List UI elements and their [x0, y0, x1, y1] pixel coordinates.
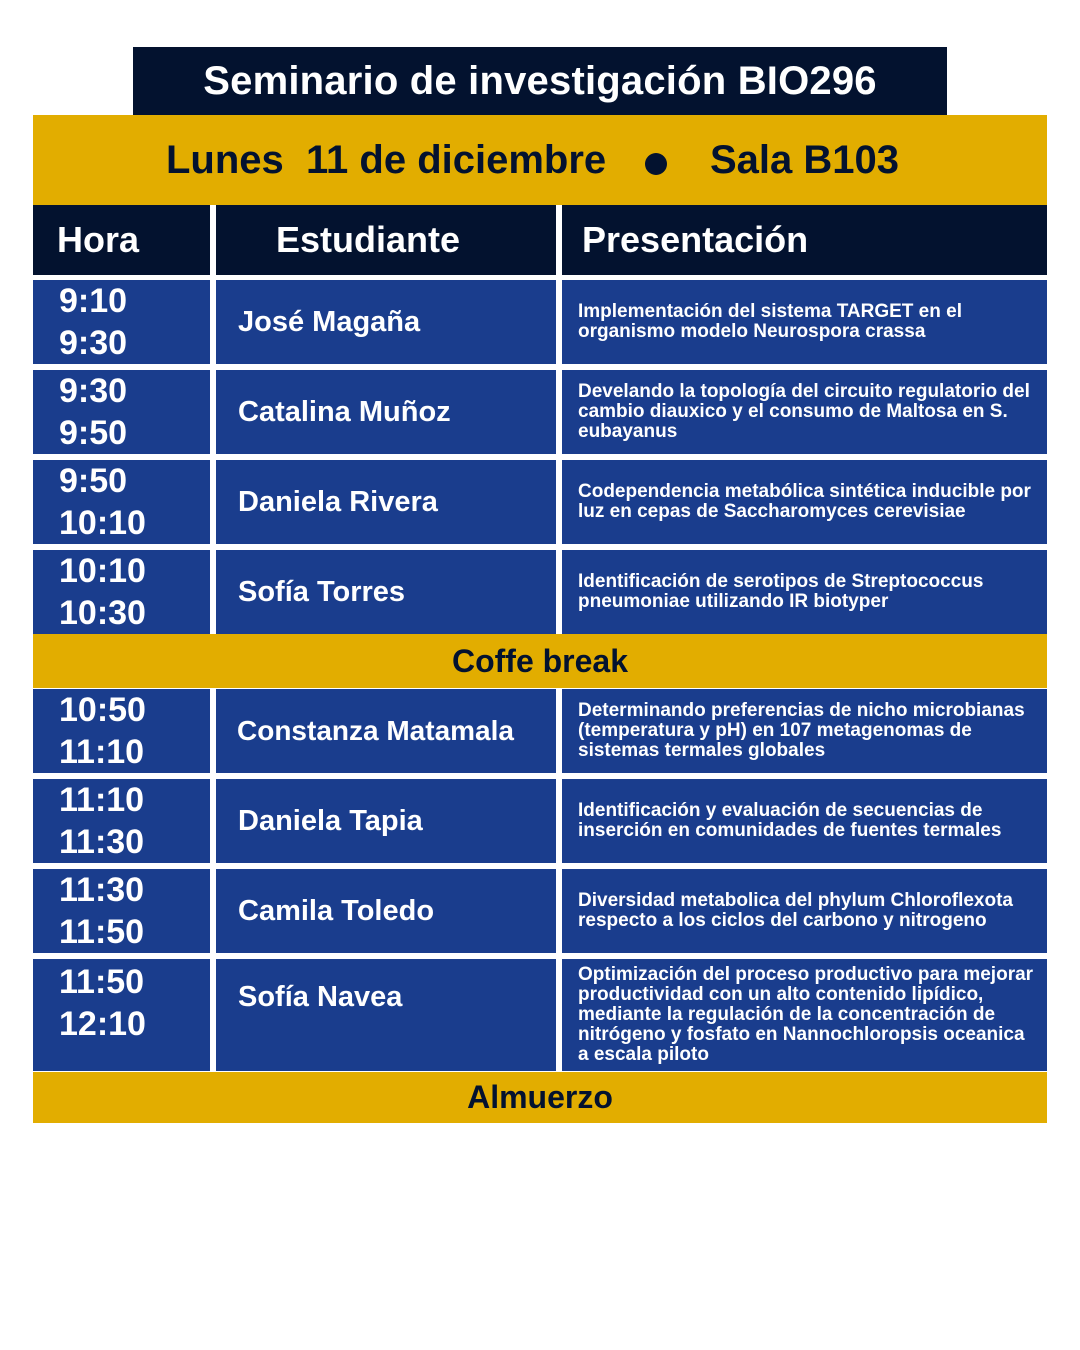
end-time: 9:50 [59, 414, 128, 452]
end-time: 12:10 [59, 1005, 146, 1043]
time-cell [33, 280, 210, 364]
student-name: Daniela Rivera [216, 460, 556, 544]
room-label: Sala B103 [710, 137, 900, 182]
start-time: 10:10 [59, 552, 146, 590]
end-time: 11:10 [59, 733, 145, 771]
time-cell [33, 869, 210, 953]
table-header [33, 205, 1047, 275]
time-cell [33, 460, 210, 544]
presentation-title: Optimización del proceso productivo para mejorar productividad con un alto contenido lipídico, mediante la regulación de la concentración de nitrógeno y fosfato en Nannochloropsis oceanica a escala piloto [562, 959, 1047, 1071]
student-name: Constanza Matamala [216, 689, 556, 773]
time-cell [33, 370, 210, 454]
table-row [33, 460, 1047, 544]
student-name: Sofía Torres [216, 550, 556, 634]
column-header-estudiante: Estudiante [216, 205, 556, 275]
date-label: Lunes 11 de diciembre [166, 137, 607, 182]
date-bar [33, 115, 1047, 205]
table-row [33, 370, 1047, 454]
student-name: Sofía Navea [216, 959, 556, 1071]
presentation-title: Develando la topología del circuito regulatorio del cambio diauxico y el consumo de Maltosa en S. eubayanus [562, 370, 1047, 454]
end-time: 11:50 [59, 913, 145, 951]
student-name: José Magaña [216, 280, 556, 364]
presentation-title: Codependencia metabólica sintética inducible por luz en cepas de Saccharomyces cerevisiae [562, 460, 1047, 544]
start-time: 9:30 [59, 372, 128, 410]
table-row [33, 550, 1047, 634]
coffee-break-bar: Coffe break [33, 634, 1047, 688]
lunch-bar: Almuerzo [33, 1072, 1047, 1123]
table-row [33, 689, 1047, 773]
end-time: 10:10 [59, 504, 146, 542]
student-name: Camila Toledo [216, 869, 556, 953]
time-cell [33, 550, 210, 634]
start-time: 9:50 [59, 462, 128, 500]
table-row [33, 959, 1047, 1071]
page-title: Seminario de investigación BIO296 [133, 47, 947, 115]
time-cell [33, 689, 210, 773]
start-time: 11:30 [59, 871, 145, 909]
presentation-title: Implementación del sistema TARGET en el organismo modelo Neurospora crassa [562, 280, 1047, 364]
time-cell [33, 779, 210, 863]
table-row [33, 779, 1047, 863]
table-row [33, 869, 1047, 953]
presentation-title: Diversidad metabolica del phylum Chloroflexota respecto a los ciclos del carbono y nitrogeno [562, 869, 1047, 953]
start-time: 9:10 [59, 282, 128, 320]
end-time: 11:30 [59, 823, 145, 861]
start-time: 10:50 [59, 691, 146, 729]
student-name: Catalina Muñoz [216, 370, 556, 454]
bullet-icon [645, 153, 667, 175]
time-cell [33, 959, 210, 1071]
column-header-hora: Hora [33, 205, 210, 275]
table-row [33, 280, 1047, 364]
student-name: Daniela Tapia [216, 779, 556, 863]
end-time: 10:30 [59, 594, 146, 632]
presentation-title: Identificación de serotipos de Streptococcus pneumoniae utilizando IR biotyper [562, 550, 1047, 634]
end-time: 9:30 [59, 324, 128, 362]
column-header-presentacion: Presentación [562, 205, 1047, 275]
start-time: 11:10 [59, 781, 145, 819]
presentation-title: Identificación y evaluación de secuencias de inserción en comunidades de fuentes termales [562, 779, 1047, 863]
presentation-title: Determinando preferencias de nicho microbianas (temperatura y pH) en 107 metagenomas de sistemas termales globales [562, 689, 1047, 773]
start-time: 11:50 [59, 963, 145, 1001]
